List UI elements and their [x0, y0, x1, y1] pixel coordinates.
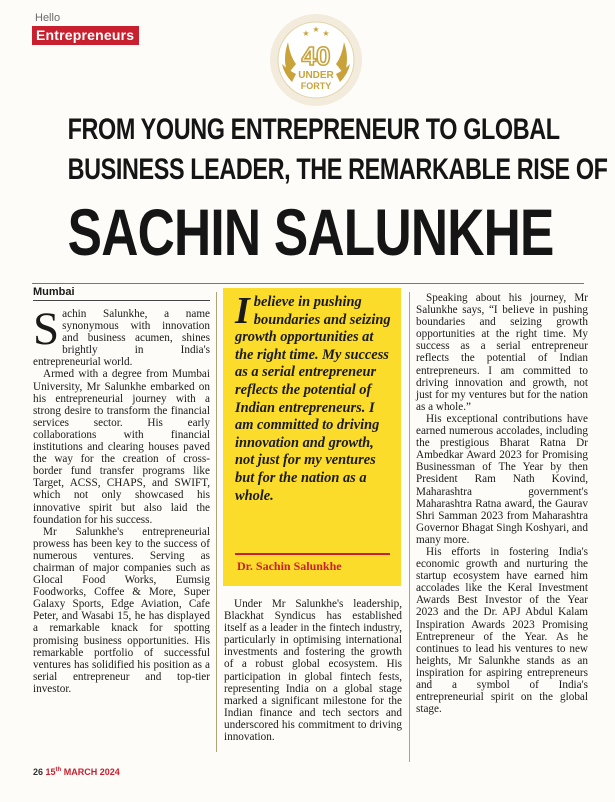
magazine-hello: Hello [35, 12, 61, 24]
issue-day: 15 [45, 767, 56, 777]
magazine-brand: Entrepreneurs [32, 26, 139, 45]
paragraph-7: His efforts in fostering India's economic growth and nurturing the startup ecosystem have earned him accolades like the Keral Investment Awards Best Investor of the Year 2023 and the Dr. APJ Abdul Kalam Inspiration Awards 2023 Promising Entrepreneur of the Year. As he continues to lead his ventures to new heights, Mr Salunkhe stands as an inspiration for aspiring entrepreneurs and a symbol of India's entrepreneurial spirit on the global stage. [416, 545, 588, 716]
paragraph-4: Under Mr Salunkhe's leadership, Blackhat Syndicus has established itself as a leader in the fintech industry, particularly in optimising international investments and fostering the growth of a robust global ecosystem. His participation in global fintech fests, representing India on a global stage marked a significant milestone for the Indian finance and tech sectors and underscored his commitment to driving innovation. [224, 598, 402, 744]
article-column-1 [33, 303, 210, 695]
article-column-2 [224, 598, 402, 743]
pull-quote-author: Dr. Sachin Salunkhe [237, 559, 342, 573]
paragraph-1: Sachin Salunkhe, a name synonymous with innovation and business acumen, shines brightly in India's entrepreneurial world. [33, 303, 210, 369]
svg-text:★: ★ [312, 25, 320, 34]
svg-text:★: ★ [322, 29, 330, 38]
issue-month: MARCH 2024 [63, 767, 120, 777]
issue-day-suffix: th [55, 767, 62, 773]
svg-text:★: ★ [302, 29, 310, 38]
column-separator [409, 292, 410, 762]
paragraph-6: His exceptional contributions have earned numerous accolades, including the prestigious Bharat Ratna Dr Ambedkar Award 2023 for Promising Businessman of The Year by then President Ram Nath Kovind, Maharashtra government's Maharashtra Ratna award, the Gaurav Shri Samman 2023 from Maharashtra Governor Bhagat Singh Koshyari, and many more. [416, 412, 588, 546]
pull-quote-box [223, 288, 401, 586]
badge-number: 40 [301, 41, 331, 71]
column-separator [216, 292, 217, 752]
pull-quote-drop-cap: I [235, 290, 250, 332]
page-number: 26 [33, 767, 44, 777]
dateline: Mumbai [33, 286, 75, 298]
dateline-underline [33, 300, 210, 301]
article-column-3 [416, 292, 588, 715]
under-forty-badge [268, 12, 364, 108]
paragraph-2: Armed with a degree from Mumbai University, Mr Salunkhe embarked on his entrepreneurial journey with a strong desire to transform the financial services sector. His early collaborations with financial institutions and clearing houses paved the way for the creation of cross-border fund transfer programs like Target, ACSS, CHAPS, and SWIFT, which not only showcased his innovative spirit but also laid the foundation for his success. [33, 368, 210, 526]
headline-divider [32, 283, 584, 284]
pull-quote-rule [235, 553, 390, 555]
paragraph-3: Mr Salunkhe's entrepreneurial prowess has been key to the success of numerous ventures. Serving as chairman of major companies such as Glocal Food Works, Eumsig Foodworks, Coffee & More, Super Galaxy Sports, Edge Aviation, Cafe Peter, and Wasabi 15, he has displayed a remarkable knack for spotting promising business opportunities. His remarkable portfolio of successful ventures has solidified his position as a serial entrepreneur and top-tier investor. [33, 525, 210, 695]
badge-line1: UNDER [298, 70, 334, 81]
drop-cap: S [33, 303, 60, 355]
headline-line2: BUSINESS LEADER, THE REMARKABLE RISE OF [67, 153, 608, 186]
pull-quote-text: Ibelieve in pushing boundaries and seizing growth opportunities at the right time. My success as a serial entrepreneur reflects the potential of Indian entrepreneurs. I am committed to driving innovation and growth, not just for my ventures but for the nation as a whole. [235, 290, 391, 504]
page-footer [33, 767, 120, 777]
headline-name: SACHIN SALUNKHE [67, 195, 554, 269]
badge-line2: FORTY [300, 81, 332, 91]
paragraph-5: Speaking about his journey, Mr Salunkhe says, “I believe in pushing boundaries and seizing growth opportunities at the right time. My success as a serial entrepreneur reflects the potential of Indian entrepreneurs. I am committed to driving innovation and growth, not just for my ventures but for the nation as a whole.” [416, 292, 588, 413]
headline-line1: FROM YOUNG ENTREPRENEUR TO GLOBAL [67, 113, 560, 146]
